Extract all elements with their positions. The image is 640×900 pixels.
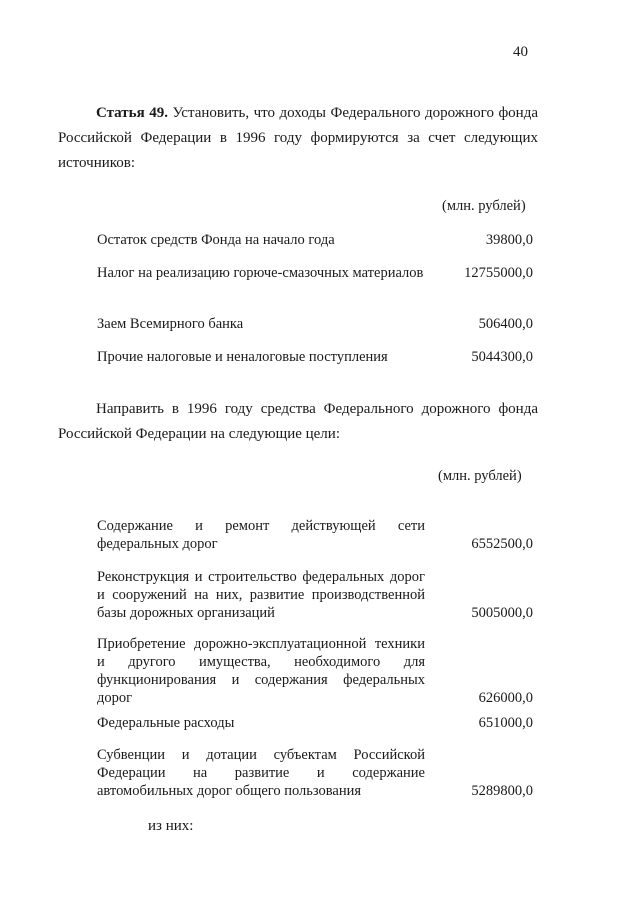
expense-row <box>97 517 533 553</box>
expense-value: 651000,0 <box>478 715 533 731</box>
expense-unit: (млн. рублей) <box>438 468 522 484</box>
direction-text: Направить в 1996 году средства Федерального дорожного фонда Российской Федерации на следующие цели: <box>58 401 538 442</box>
income-label: Прочие налоговые и неналоговые поступления <box>97 349 388 365</box>
expense-value: 5005000,0 <box>471 605 533 621</box>
income-row <box>97 348 533 366</box>
expense-label: Приобретение дорожно-эксплуатационной техники и другого имущества, необходимого для функционирования и содержания федеральных дорог <box>97 636 425 706</box>
direction-paragraph <box>58 397 538 447</box>
income-row <box>97 315 533 333</box>
income-label: Остаток средств Фонда на начало года <box>97 232 335 248</box>
expense-row <box>97 746 533 800</box>
income-value: 506400,0 <box>478 316 533 332</box>
article-text: Установить, что доходы Федерального дорожного фонда Российской Федерации в 1996 году формируются за счет следующих источников: <box>58 105 539 171</box>
income-row <box>97 231 533 249</box>
income-row <box>97 264 533 282</box>
income-unit: (млн. рублей) <box>442 198 526 214</box>
expense-value: 626000,0 <box>478 690 533 706</box>
income-value: 12755000,0 <box>464 265 533 281</box>
income-label: Заем Всемирного банка <box>97 316 244 332</box>
sub-note: из них: <box>148 818 194 834</box>
income-value: 5044300,0 <box>471 349 533 365</box>
expense-label: Реконструкция и строительство федеральных дорог и сооружений на них, развитие производственной базы дорожных организаций <box>97 569 425 621</box>
income-label: Налог на реализацию горюче-смазочных материалов <box>97 265 424 281</box>
article-lead: Статья 49. <box>96 105 168 121</box>
expense-value: 5289800,0 <box>471 783 533 799</box>
page-number: 40 <box>513 44 528 60</box>
income-value: 39800,0 <box>485 232 533 248</box>
expense-row <box>97 635 533 707</box>
expense-row <box>97 568 533 622</box>
expense-label: Федеральные расходы <box>97 715 235 731</box>
expense-row <box>97 714 533 732</box>
expense-label: Содержание и ремонт действующей сети федеральных дорог <box>97 518 425 552</box>
expense-value: 6552500,0 <box>471 536 533 552</box>
expense-label: Субвенции и дотации субъектам Российской Федерации на развитие и содержание автомобильных дорог общего пользования <box>97 747 425 799</box>
article-paragraph <box>58 101 538 176</box>
